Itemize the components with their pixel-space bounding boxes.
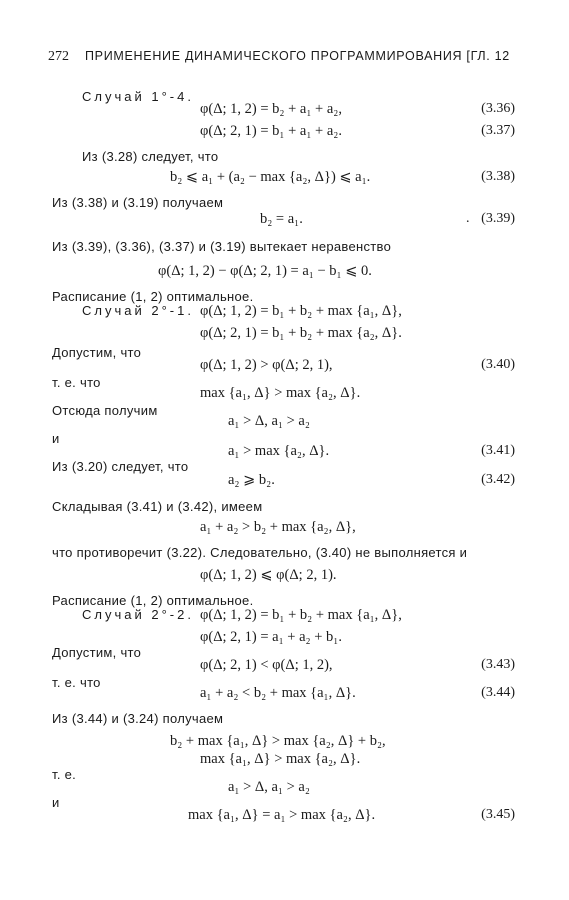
equation-3-42: a₂ ⩾ b₂. [228, 472, 275, 488]
equation-case-2-2-a: φ(Δ; 1, 2) = b₁ + b₂ + max {a₁, Δ}, [200, 607, 402, 623]
equation-case-2-1-a: φ(Δ; 1, 2) = b₁ + b₂ + max {a₁, Δ}, [200, 303, 402, 319]
equation-3-41: a₁ > max {a₂, Δ}. [228, 443, 330, 459]
text-ie-1: т. е. что [52, 375, 101, 390]
text-from-3-38-3-19: Из (3.38) и (3.19) получаем [52, 195, 224, 210]
equation-inequality-1: φ(Δ; 1, 2) − φ(Δ; 2, 1) = a₁ − b₁ ⩽ 0. [158, 263, 372, 279]
chapter-title: ПРИМЕНЕНИЕ ДИНАМИЧЕСКОГО ПРОГРАММИРОВАНИЯ [ГЛ. 12 [85, 49, 510, 63]
text-from-3-28: Из (3.28) следует, что [82, 149, 219, 164]
equation-case-2-1-b: φ(Δ; 2, 1) = b₁ + b₂ + max {a₂, Δ}. [200, 325, 402, 341]
equation-number-3-38: (3.38) [481, 169, 515, 184]
text-suppose-1: Допустим, что [52, 345, 142, 360]
equation-sum: a₁ + a₂ > b₂ + max {a₂, Δ}, [200, 519, 356, 535]
equation-3-40: φ(Δ; 1, 2) > φ(Δ; 2, 1), [200, 357, 333, 373]
equation-3-45: max {a₁, Δ} = a₁ > max {a₂, Δ}. [188, 807, 376, 823]
text-schedule-optimal-2: Расписание (1, 2) оптимальное. [52, 593, 254, 608]
equation-a1-delta-2: a₁ > Δ, a₁ > a₂ [228, 779, 310, 795]
text-from-3-20: Из (3.20) следует, что [52, 459, 189, 474]
equation-long-b: max {a₁, Δ} > max {a₂, Δ}. [200, 751, 361, 767]
running-header [48, 50, 520, 64]
equation-number-3-42: (3.42) [481, 472, 515, 487]
text-ie-2: т. е. что [52, 675, 101, 690]
equation-number-3-40: (3.40) [481, 357, 515, 372]
equation-3-38: b₂ ⩽ a₁ + (a₂ − max {a₂, Δ}) ⩽ a₁. [170, 169, 371, 185]
equation-long-a: b₂ + max {a₁, Δ} > max {a₂, Δ} + b₂, [170, 733, 386, 749]
equation-3-39: b₂ = a₁. [260, 211, 303, 227]
text-and-1: и [52, 431, 60, 446]
text-from-3-39-etc: Из (3.39), (3.36), (3.37) и (3.19) вытекает неравенство [52, 239, 392, 254]
equation-phi-leq: φ(Δ; 1, 2) ⩽ φ(Δ; 2, 1). [200, 567, 337, 583]
text-and-2: и [52, 795, 60, 810]
stray-mark: . [466, 211, 470, 226]
equation-3-36: φ(Δ; 1, 2) = b₂ + a₁ + a₂, [200, 101, 342, 117]
equation-case-2-2-b: φ(Δ; 2, 1) = a₁ + a₂ + b₁. [200, 629, 342, 645]
equation-3-44: a₁ + a₂ < b₂ + max {a₁, Δ}. [200, 685, 356, 701]
text-suppose-2: Допустим, что [52, 645, 142, 660]
equation-number-3-39: (3.39) [481, 211, 515, 226]
text-schedule-optimal-1: Расписание (1, 2) оптимальное. [52, 289, 254, 304]
equation-number-3-37: (3.37) [481, 123, 515, 138]
text-from-3-44-3-24: Из (3.44) и (3.24) получаем [52, 711, 224, 726]
equation-number-3-44: (3.44) [481, 685, 515, 700]
equation-number-3-45: (3.45) [481, 807, 515, 822]
equation-3-43: φ(Δ; 2, 1) < φ(Δ; 1, 2), [200, 657, 333, 673]
text-contradicts: что противоречит (3.22). Следовательно, (3.40) не выполняется и [52, 545, 468, 560]
case-label-2-1: Случай 2°-1. [82, 303, 194, 318]
equation-max-1: max {a₁, Δ} > max {a₂, Δ}. [200, 385, 361, 401]
text-hence: Отсюда получим [52, 403, 158, 418]
equation-3-37: φ(Δ; 2, 1) = b₁ + a₁ + a₂. [200, 123, 342, 139]
equation-number-3-43: (3.43) [481, 657, 515, 672]
equation-a1-delta-1: a₁ > Δ, a₁ > a₂ [228, 413, 310, 429]
equation-number-3-36: (3.36) [481, 101, 515, 116]
page-number: 272 [48, 49, 69, 64]
case-label-1-4: Случай 1°-4. [82, 89, 194, 104]
case-label-2-2: Случай 2°-2. [82, 607, 194, 622]
text-ie-3: т. е. [52, 767, 77, 782]
equation-number-3-41: (3.41) [481, 443, 515, 458]
text-adding: Складывая (3.41) и (3.42), имеем [52, 499, 263, 514]
